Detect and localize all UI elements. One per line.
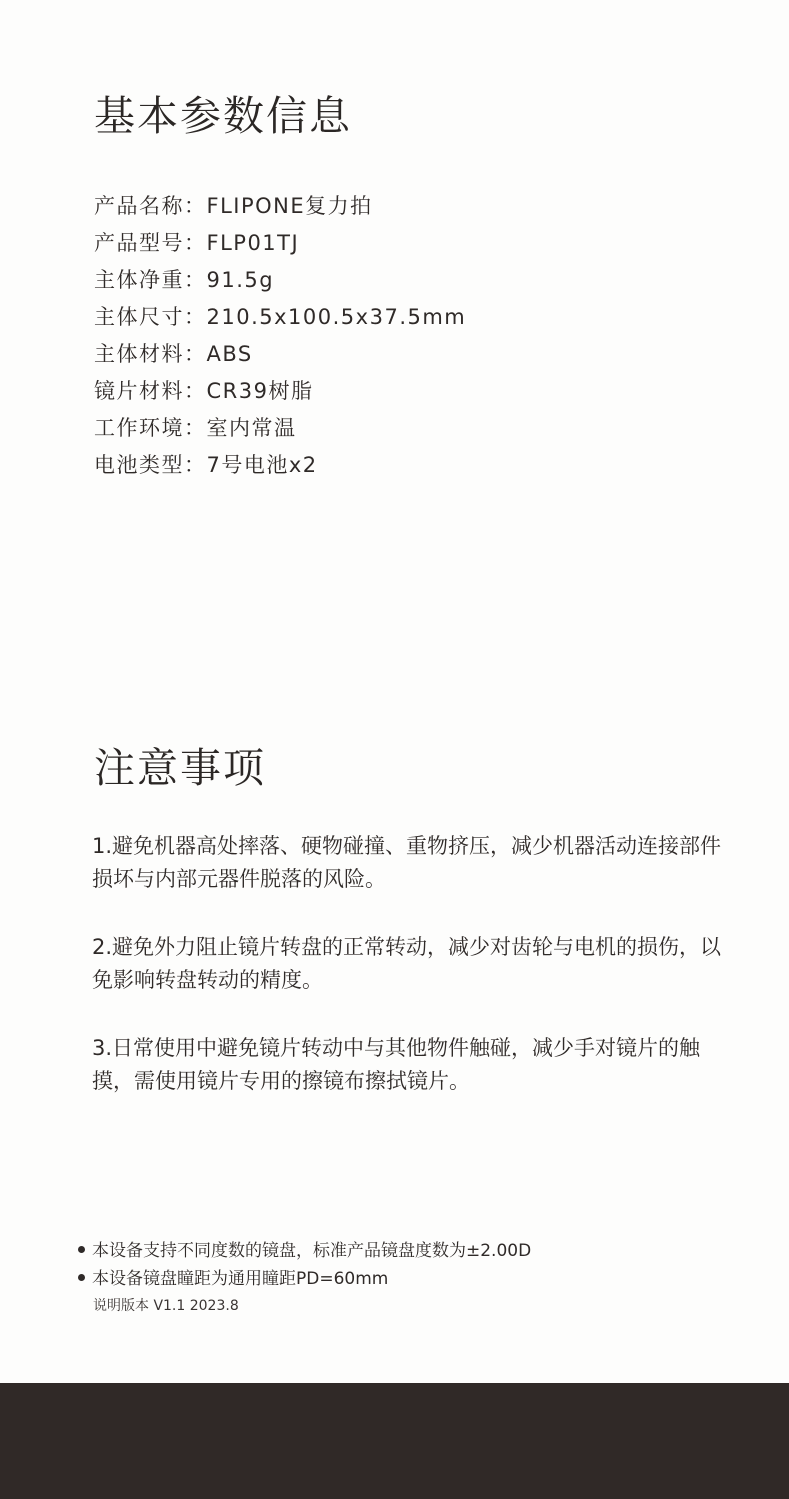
spec-environment: 工作环境：室内常温	[94, 416, 297, 440]
footnote-text: 本设备镜盘瞳距为通用瞳距PD=60mm	[92, 1269, 389, 1289]
spec-lens-material: 镜片材料：CR39树脂	[94, 379, 314, 403]
bullet-icon	[78, 1246, 85, 1253]
spec-body-material: 主体材料：ABS	[94, 342, 253, 366]
footnote-item	[78, 1265, 531, 1293]
spec-list	[94, 188, 466, 484]
notes-list	[92, 830, 732, 1133]
bottom-band	[0, 1383, 789, 1499]
footnote-list	[78, 1237, 531, 1293]
spec-dimensions: 主体尺寸：210.5x100.5x37.5mm	[94, 305, 467, 329]
spec-product-name: 产品名称：FLIPONE复力拍	[94, 194, 373, 218]
spec-battery: 电池类型：7号电池x2	[94, 453, 318, 477]
note-item: 2.避免外力阻止镜片转盘的正常转动，减少对齿轮与电机的损伤，以免影响转盘转动的精度。	[92, 935, 722, 992]
version-label: 说明版本 V1.1 2023.8	[93, 1298, 239, 1314]
specs-title: 基本参数信息	[94, 92, 352, 140]
spec-product-model: 产品型号：FLP01TJ	[94, 231, 300, 255]
note-item: 3.日常使用中避免镜片转动中与其他物件触碰，减少手对镜片的触摸，需使用镜片专用的擦镜布擦拭镜片。	[92, 1036, 701, 1093]
footnote-item	[78, 1237, 531, 1265]
spec-net-weight: 主体净重：91.5g	[94, 268, 275, 292]
bullet-icon	[78, 1274, 85, 1281]
note-item: 1.避免机器高处摔落、硬物碰撞、重物挤压，减少机器活动连接部件损坏与内部元器件脱落的风险。	[92, 834, 722, 891]
notes-title: 注意事项	[94, 744, 266, 792]
footnote-text: 本设备支持不同度数的镜盘，标准产品镜盘度数为±2.00D	[92, 1241, 532, 1261]
